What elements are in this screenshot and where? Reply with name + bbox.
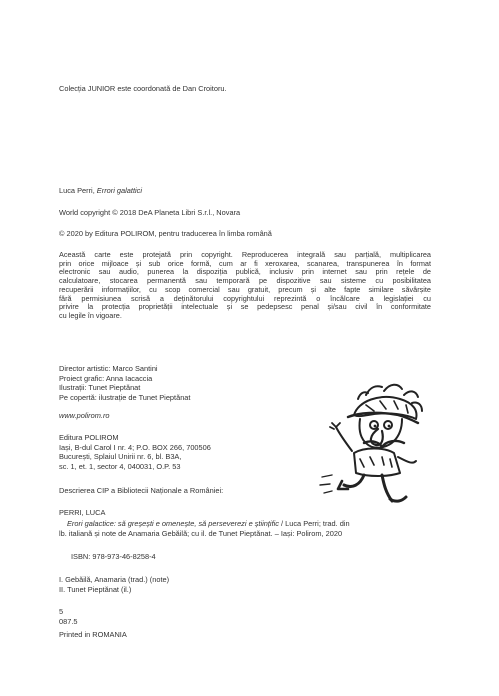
- contributor-translator: I. Gebăilă, Anamaria (trad.) (note): [59, 575, 170, 584]
- credits: [59, 364, 309, 402]
- credit-cover: Pe copertă: ilustrație de Tunet Pieptănat: [59, 392, 191, 402]
- website-link[interactable]: www.polirom.ro: [59, 411, 110, 420]
- cip-entry-title: Erori galactice: să greșești e omenește, să perseverezi e științific: [67, 519, 279, 528]
- leg: [344, 475, 364, 487]
- cip-entry-line2: lb. italiană și note de Anamaria Gebăilă; cu il. de Tunet Pieptănat. – Iași: Polirom, 2020: [59, 529, 343, 539]
- address-line: sc. 1, et. 1, sector 4, 040031, O.P. 53: [59, 461, 181, 471]
- printed-in: Printed in ROMANIA: [59, 630, 127, 639]
- translation-copyright: © 2020 by Editura POLIROM, pentru traducerea în limba română: [59, 229, 272, 238]
- leg: [382, 475, 392, 501]
- credit-graphic-design: Proiect grafic: Anna Iacaccia: [59, 373, 153, 383]
- cip-contributors: [59, 575, 431, 594]
- class-code: 087.5: [59, 616, 78, 626]
- collection-note: Colecția JUNIOR este coordonată de Dan Croitoru.: [59, 84, 227, 93]
- isbn: ISBN: 978-973-46-8258-4: [71, 552, 156, 561]
- class-code: 5: [59, 607, 64, 616]
- classification-codes: [59, 607, 431, 626]
- original-title: Errori galattici: [96, 186, 142, 195]
- hair-stroke: [384, 385, 402, 391]
- author-name: Luca Perri: [59, 186, 93, 195]
- cartoon-character-illustration: [318, 381, 430, 509]
- hand: [330, 423, 340, 429]
- arm: [398, 457, 416, 463]
- address-line: București, Splaiul Unirii nr. 6, bl. B3A,: [59, 452, 182, 462]
- publisher-name: Editura POLIROM: [59, 433, 119, 442]
- cip-heading: Descrierea CIP a Bibliotecii Naționale a României:: [59, 486, 224, 495]
- credit-illustrations: Ilustrații: Tunet Pieptănat: [59, 383, 141, 393]
- world-copyright: World copyright © 2018 DeA Planeta Libri S.r.l., Novara: [59, 208, 241, 217]
- contributor-illustrator: II. Tunet Pieptănat (il.): [59, 584, 132, 594]
- hair-stroke: [404, 391, 418, 397]
- motion-lines: [320, 475, 332, 493]
- arm: [336, 427, 352, 451]
- author-title-line: Luca Perri, Errori galattici: [59, 186, 142, 195]
- address-line: Iași, B-dul Carol I nr. 4; P.O. BOX 266, 700506: [59, 442, 211, 452]
- credit-art-director: Director artistic: Marco Santini: [59, 364, 158, 373]
- copyright-legal-notice: Această carte este protejată prin copyright. Reproducerea integrală sau parțială, multiplicarea prin orice mijloace și sub orice formă, cum ar fi xeroxarea, scanarea, transpunerea în format electronic sau audio, punerea la dispoziția publică, inclusiv prin internet sau prin rețele de calculatoare, stocarea permanentă sau temporară pe dispozitive sau sisteme cu posibilitatea recuperării informațiilor, cu scop comercial sau gratuit, precum și alte fapte similare săvârșite fără permisiunea scrisă a deținătorului copyrightului reprezintă o încălcare a legislației cu privire la protecția proprietății intelectuale și se pedepsesc penal și/sau civil în conformitate cu legile în vigoare.: [59, 250, 431, 320]
- foot: [390, 497, 406, 501]
- cip-entry-description: Erori galactice: să greșești e omenește, să perseverezi e științific / Luca Perri; trad. din lb. italiană și note de Anamaria Gebăilă; cu il. de Tunet Pieptănat. – Iași: Polirom, 2020: [59, 519, 431, 539]
- publisher-block: [59, 433, 309, 471]
- cip-entry-name: PERRI, LUCA: [59, 508, 106, 517]
